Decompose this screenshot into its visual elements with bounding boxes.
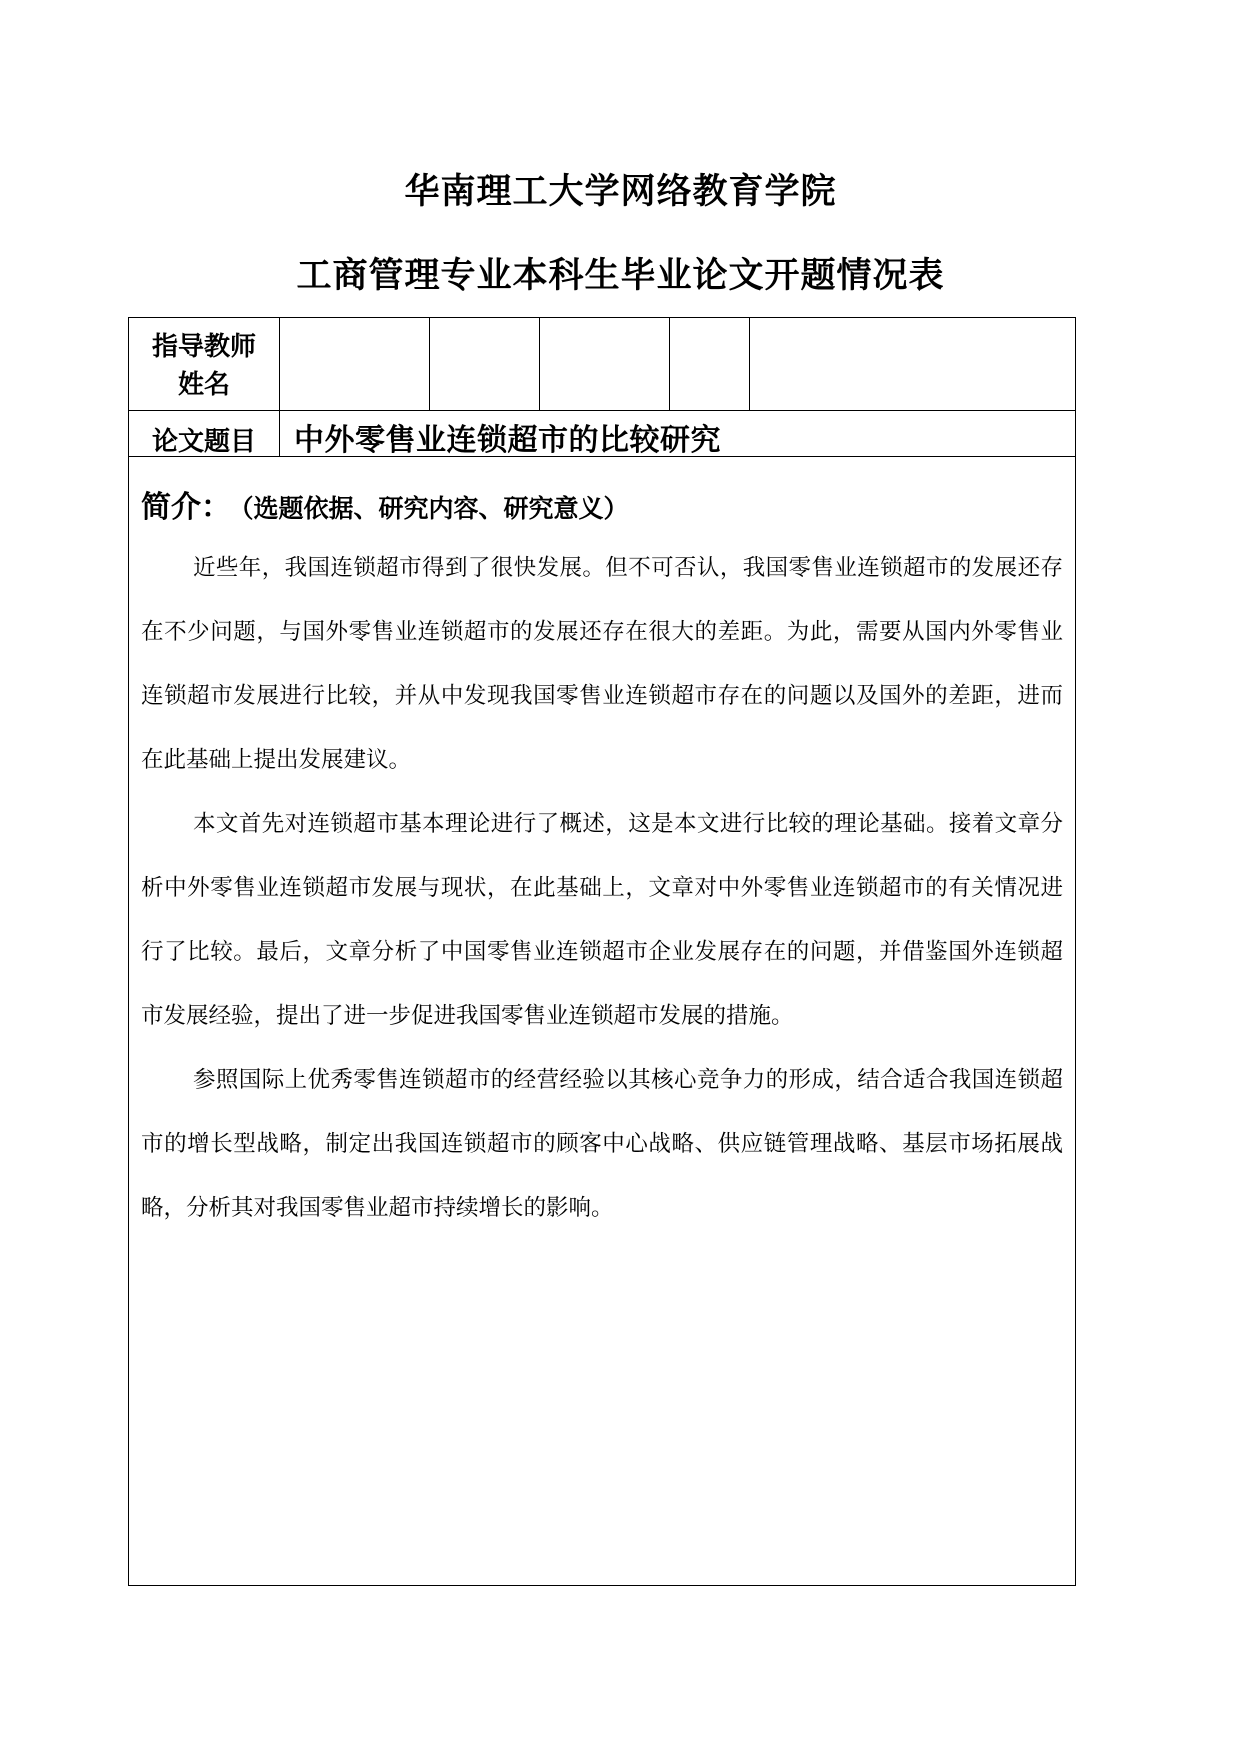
advisor-name-cell-5[interactable] [751,320,1071,408]
intro-heading [141,486,629,531]
advisor-name-label [129,328,279,404]
intro-label: 简介： [141,490,231,525]
label-column-divider [279,318,280,456]
advisor-label-line2: 姓名 [177,370,230,400]
institution-title: 华南理工大学网络教育学院 [404,172,837,212]
row-divider-advisor [129,410,1075,411]
advisor-col-divider-2 [539,318,540,410]
advisor-name-cell-2[interactable] [431,320,537,408]
intro-paragraph-2: 本文首先对连锁超市基本理论进行了概述，这是本文进行比较的理论基础。接着文章分析中外零售业连锁超市发展与现状，在此基础上，文章对中外零售业连锁超市的有关情况进行了比较。最后，文章分析了中国零售业连锁超市企业发展存在的问题，并借鉴国外连锁超市发展经验，提出了进一步促进我国零售业连锁超市发展的措施。 [141,811,1063,1029]
advisor-col-divider-4 [749,318,750,410]
advisor-col-divider-3 [669,318,670,410]
advisor-name-cell-4[interactable] [671,320,747,408]
advisor-label-line1: 指导教师 [151,332,256,362]
intro-paragraph-3: 参照国际上优秀零售连锁超市的经营经验以其核心竞争力的形成，结合适合我国连锁超市的增长型战略，制定出我国连锁超市的顾客中心战略、供应链管理战略、基层市场拓展战略，分析其对我国零售业超市持续增长的影响。 [141,1067,1063,1221]
form-title: 工商管理专业本科生毕业论文开题情况表 [296,256,945,296]
advisor-col-divider-1 [429,318,430,410]
advisor-name-cell-1[interactable] [281,320,427,408]
advisor-name-cell-3[interactable] [541,320,667,408]
thesis-title-value: 中外零售业连锁超市的比较研究 [294,423,721,458]
intro-body [141,536,1063,1240]
intro-paragraph-1: 近些年，我国连锁超市得到了很快发展。但不可否认，我国零售业连锁超市的发展还存在不少问题，与国外零售业连锁超市的发展还存在很大的差距。为此，需要从国内外零售业连锁超市发展进行比较，并从中发现我国零售业连锁超市存在的问题以及国外的差距，进而在此基础上提出发展建议。 [141,555,1063,773]
proposal-form-table [128,317,1076,1586]
thesis-title-label: 论文题目 [151,427,256,457]
intro-sublabel: （选题依据、研究内容、研究意义） [241,494,629,523]
